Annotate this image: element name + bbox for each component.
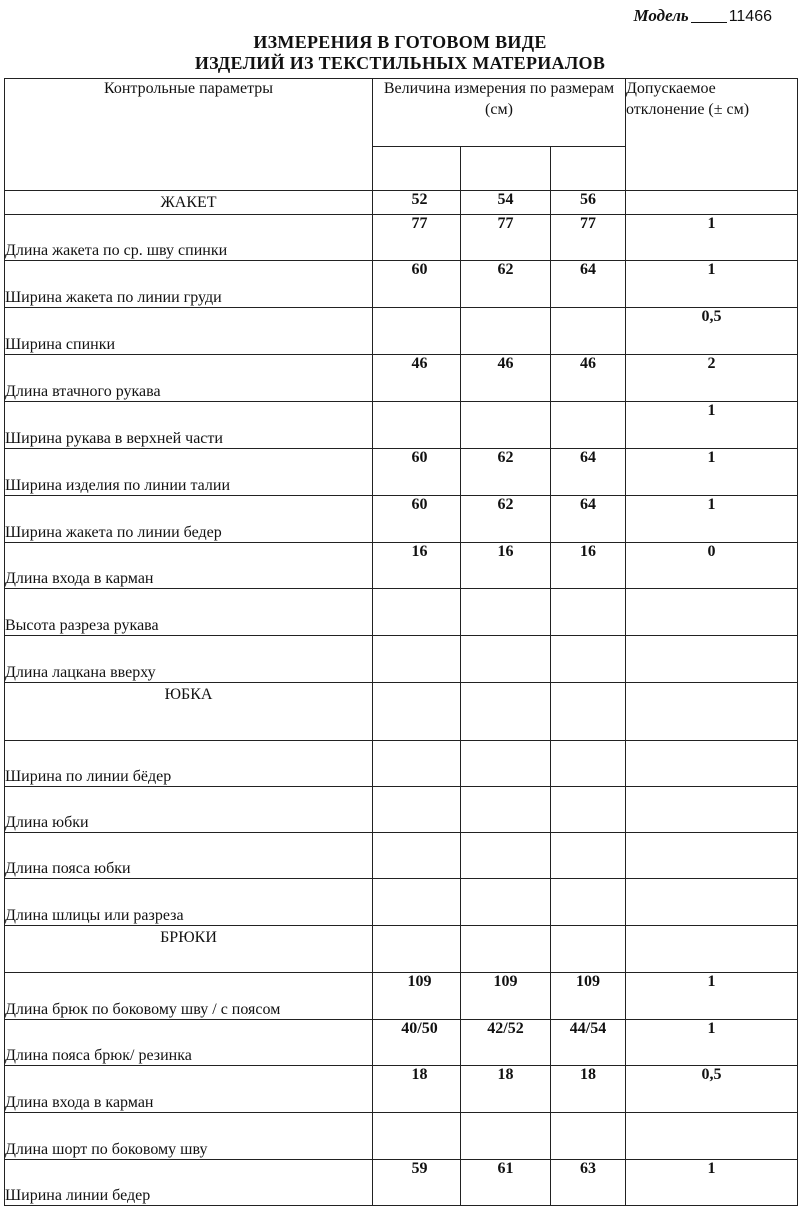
size-value-1: [373, 402, 461, 449]
size-value-1: 109: [373, 973, 461, 1020]
table-row: [5, 215, 798, 261]
parameter-label: Длина брюк по боковому шву / с поясом: [5, 973, 373, 1020]
tolerance-value: 0: [626, 543, 798, 589]
parameter-label: Длина юбки: [5, 787, 373, 833]
parameter-label: Длина пояса юбки: [5, 833, 373, 879]
table-row: [5, 449, 798, 496]
table-row: [5, 1020, 798, 1066]
size-value-2: [461, 589, 551, 636]
parameter-label: Длина лацкана вверху: [5, 636, 373, 683]
size-value-3: [551, 787, 626, 833]
tolerance-value: [626, 926, 798, 973]
table-row: [5, 543, 798, 589]
size-value-3: 109: [551, 973, 626, 1020]
table-row: [5, 879, 798, 926]
size-value-1: 60: [373, 261, 461, 308]
parameter-label: Ширина рукава в верхней части: [5, 402, 373, 449]
table-row: [5, 741, 798, 787]
size-value-1: 18: [373, 1066, 461, 1113]
size-value-1: [373, 926, 461, 973]
table-row: [5, 636, 798, 683]
tolerance-value: [626, 787, 798, 833]
tolerance-value: [626, 833, 798, 879]
parameter-label: Ширина линии бедер: [5, 1160, 373, 1206]
table-row: [5, 355, 798, 402]
size-value-2: 46: [461, 355, 551, 402]
size-value-3: 46: [551, 355, 626, 402]
section-row: [5, 683, 798, 741]
size-value-2: 109: [461, 973, 551, 1020]
model-underline: [691, 22, 727, 23]
size-value-1: 77: [373, 215, 461, 261]
section-row: [5, 926, 798, 973]
size-value-2: [461, 308, 551, 355]
parameter-label: Длина входа в карман: [5, 1066, 373, 1113]
tolerance-value: [626, 1113, 798, 1160]
tolerance-value: [626, 636, 798, 683]
parameter-label: Длина втачного рукава: [5, 355, 373, 402]
model-number: [633, 6, 772, 26]
tolerance-value: 1: [626, 402, 798, 449]
size-value-3: [551, 1113, 626, 1160]
tolerance-value: 1: [626, 973, 798, 1020]
parameter-label: Длина пояса брюк/ резинка: [5, 1020, 373, 1066]
parameter-label: Высота разреза рукава: [5, 589, 373, 636]
size-value-1: 52: [373, 191, 461, 215]
tolerance-value: 0,5: [626, 1066, 798, 1113]
table-row: [5, 308, 798, 355]
parameter-label: Длина шлицы или разреза: [5, 879, 373, 926]
size-value-1: [373, 741, 461, 787]
size-subheader-3: [551, 147, 626, 191]
table-body: [5, 191, 798, 1206]
size-value-1: [373, 879, 461, 926]
header-deviation: Допускаемое отклонение (± см): [626, 79, 798, 191]
table-row: [5, 833, 798, 879]
document-title-line-2: ИЗДЕЛИЙ ИЗ ТЕКСТИЛЬНЫХ МАТЕРИАЛОВ: [194, 53, 606, 73]
tolerance-value: [626, 589, 798, 636]
table-row: [5, 402, 798, 449]
size-value-1: [373, 308, 461, 355]
size-value-1: 46: [373, 355, 461, 402]
size-value-2: [461, 741, 551, 787]
table-row: [5, 496, 798, 543]
size-subheader-2: [461, 147, 551, 191]
size-value-1: [373, 1113, 461, 1160]
section-row: [5, 191, 798, 215]
size-value-1: 40/50: [373, 1020, 461, 1066]
size-value-3: 18: [551, 1066, 626, 1113]
tolerance-value: 1: [626, 261, 798, 308]
size-value-3: [551, 741, 626, 787]
table-row: [5, 1160, 798, 1206]
header-sizes: Величина измерения по размерам (см): [373, 79, 626, 147]
tolerance-value: 2: [626, 355, 798, 402]
size-subheader-1: [373, 147, 461, 191]
tolerance-value: [626, 741, 798, 787]
model-label: Модель: [633, 6, 689, 25]
parameter-label: Ширина жакета по линии груди: [5, 261, 373, 308]
size-value-3: 77: [551, 215, 626, 261]
size-value-3: [551, 589, 626, 636]
tolerance-value: 1: [626, 496, 798, 543]
size-value-2: 54: [461, 191, 551, 215]
size-value-1: 60: [373, 449, 461, 496]
header-params: Контрольные параметры: [5, 79, 373, 191]
size-value-2: 62: [461, 496, 551, 543]
measurements-table: [4, 78, 798, 1206]
size-value-3: [551, 833, 626, 879]
size-value-1: 60: [373, 496, 461, 543]
size-value-3: 16: [551, 543, 626, 589]
model-number-value: 11466: [728, 8, 772, 25]
size-value-2: 42/52: [461, 1020, 551, 1066]
size-value-1: [373, 589, 461, 636]
size-value-3: 56: [551, 191, 626, 215]
size-value-2: [461, 926, 551, 973]
table-row: [5, 1066, 798, 1113]
size-value-3: [551, 683, 626, 741]
parameter-label: Ширина изделия по линии талии: [5, 449, 373, 496]
size-value-3: 64: [551, 449, 626, 496]
table-row: [5, 1113, 798, 1160]
size-value-1: 59: [373, 1160, 461, 1206]
size-value-2: 62: [461, 261, 551, 308]
table-row: [5, 261, 798, 308]
size-value-2: 62: [461, 449, 551, 496]
size-value-2: [461, 636, 551, 683]
parameter-label: Длина жакета по ср. шву спинки: [5, 215, 373, 261]
tolerance-value: 1: [626, 1020, 798, 1066]
section-title: БРЮКИ: [5, 926, 373, 973]
size-value-2: [461, 833, 551, 879]
tolerance-value: 1: [626, 215, 798, 261]
size-value-2: 16: [461, 543, 551, 589]
size-value-3: 64: [551, 496, 626, 543]
size-value-2: 18: [461, 1066, 551, 1113]
tolerance-value: [626, 683, 798, 741]
size-value-1: [373, 833, 461, 879]
parameter-label: Ширина по линии бёдер: [5, 741, 373, 787]
section-title: ЮБКА: [5, 683, 373, 741]
table-row: [5, 787, 798, 833]
size-value-3: [551, 636, 626, 683]
document-title-line-1: ИЗМЕРЕНИЯ В ГОТОВОМ ВИДЕ: [253, 32, 547, 52]
size-value-3: [551, 308, 626, 355]
parameter-label: Длина шорт по боковому шву: [5, 1113, 373, 1160]
size-value-3: 64: [551, 261, 626, 308]
tolerance-value: [626, 191, 798, 215]
table-row: [5, 973, 798, 1020]
tolerance-value: 1: [626, 1160, 798, 1206]
size-value-3: 63: [551, 1160, 626, 1206]
size-value-2: [461, 402, 551, 449]
size-value-2: [461, 879, 551, 926]
size-value-1: [373, 636, 461, 683]
size-value-2: 61: [461, 1160, 551, 1206]
size-value-3: 44/54: [551, 1020, 626, 1066]
section-title: ЖАКЕТ: [5, 191, 373, 215]
parameter-label: Ширина жакета по линии бедер: [5, 496, 373, 543]
size-value-2: 77: [461, 215, 551, 261]
size-value-1: [373, 787, 461, 833]
size-value-1: [373, 683, 461, 741]
size-value-2: [461, 787, 551, 833]
size-value-2: [461, 1113, 551, 1160]
size-value-3: [551, 402, 626, 449]
size-value-3: [551, 879, 626, 926]
size-value-2: [461, 683, 551, 741]
tolerance-value: 1: [626, 449, 798, 496]
parameter-label: Ширина спинки: [5, 308, 373, 355]
size-value-3: [551, 926, 626, 973]
table-row: [5, 589, 798, 636]
tolerance-value: [626, 879, 798, 926]
size-value-1: 16: [373, 543, 461, 589]
parameter-label: Длина входа в карман: [5, 543, 373, 589]
tolerance-value: 0,5: [626, 308, 798, 355]
